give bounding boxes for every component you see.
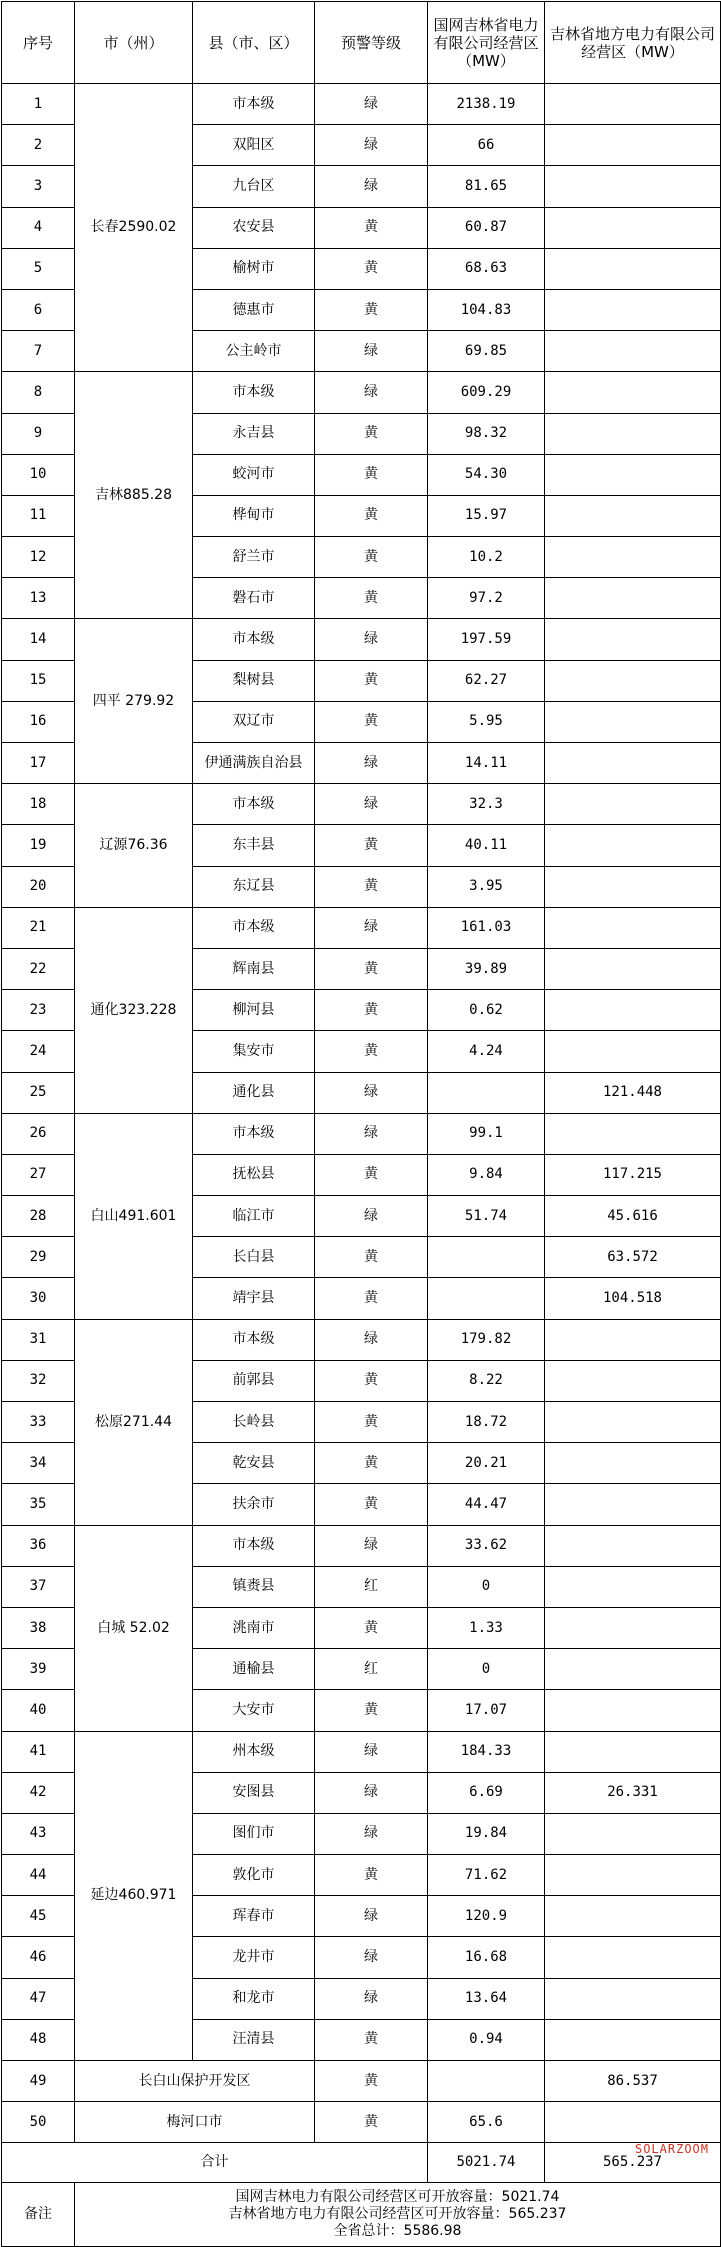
local-capacity: 117.215 — [545, 1154, 721, 1195]
warning-level: 黄 — [315, 866, 428, 907]
header-local: 吉林省地方电力有限公司经营区（MW） — [545, 2, 721, 84]
county-name: 市本级 — [193, 1319, 315, 1360]
warning-level: 红 — [315, 1649, 428, 1690]
county-name: 集安市 — [193, 1031, 315, 1072]
total-local: 565.237 — [545, 2143, 721, 2183]
county-name: 靖宇县 — [193, 1278, 315, 1319]
row-seq: 1 — [2, 84, 75, 125]
county-name: 临江市 — [193, 1196, 315, 1237]
row-seq: 12 — [2, 537, 75, 578]
row-seq: 41 — [2, 1731, 75, 1772]
grid-capacity: 4.24 — [428, 1031, 545, 1072]
remark-line: 吉林省地方电力有限公司经营区可开放容量：565.237 — [228, 2206, 567, 2223]
warning-level: 绿 — [315, 1319, 428, 1360]
grid-capacity: 62.27 — [428, 660, 545, 701]
county-name: 市本级 — [193, 1525, 315, 1566]
row-seq: 16 — [2, 701, 75, 742]
local-capacity — [545, 1978, 721, 2019]
table-row — [2, 84, 721, 125]
grid-capacity: 13.64 — [428, 1978, 545, 2019]
county-name: 舒兰市 — [193, 537, 315, 578]
county-name: 长白县 — [193, 1237, 315, 1278]
warning-level: 黄 — [315, 2019, 428, 2060]
grid-capacity: 16.68 — [428, 1937, 545, 1978]
grid-capacity — [428, 1278, 545, 1319]
county-name: 梨树县 — [193, 660, 315, 701]
row-seq: 22 — [2, 948, 75, 989]
county-name: 东辽县 — [193, 866, 315, 907]
grid-capacity: 5.95 — [428, 701, 545, 742]
grid-capacity: 97.2 — [428, 578, 545, 619]
local-capacity — [545, 166, 721, 207]
local-capacity: 86.537 — [545, 2061, 721, 2102]
grid-capacity: 71.62 — [428, 1855, 545, 1896]
row-seq: 48 — [2, 2019, 75, 2060]
warning-level: 黄 — [315, 207, 428, 248]
district-name: 长白山保护开发区 — [75, 2061, 315, 2102]
row-seq: 50 — [2, 2102, 75, 2143]
row-seq: 35 — [2, 1484, 75, 1525]
grid-capacity: 0.94 — [428, 2019, 545, 2060]
local-capacity: 63.572 — [545, 1237, 721, 1278]
row-seq: 8 — [2, 372, 75, 413]
warning-level: 绿 — [315, 331, 428, 372]
grid-capacity: 3.95 — [428, 866, 545, 907]
local-capacity: 104.518 — [545, 1278, 721, 1319]
local-capacity — [545, 1937, 721, 1978]
row-seq: 6 — [2, 289, 75, 330]
warning-level: 黄 — [315, 1402, 428, 1443]
warning-level: 黄 — [315, 1855, 428, 1896]
row-seq: 45 — [2, 1896, 75, 1937]
warning-level: 绿 — [315, 1731, 428, 1772]
row-seq: 20 — [2, 866, 75, 907]
city-name: 通化323.228 — [75, 907, 193, 1113]
local-capacity — [545, 825, 721, 866]
county-name: 大安市 — [193, 1690, 315, 1731]
warning-level: 黄 — [315, 454, 428, 495]
warning-level: 绿 — [315, 1772, 428, 1813]
warning-level: 黄 — [315, 248, 428, 289]
row-seq: 17 — [2, 743, 75, 784]
warning-level: 绿 — [315, 784, 428, 825]
remark-text — [75, 2183, 721, 2247]
county-name: 州本级 — [193, 1731, 315, 1772]
county-name: 榆树市 — [193, 248, 315, 289]
city-name: 松原271.44 — [75, 1319, 193, 1525]
row-seq: 29 — [2, 1237, 75, 1278]
row-seq: 27 — [2, 1154, 75, 1195]
local-capacity — [545, 1813, 721, 1854]
grid-capacity: 120.9 — [428, 1896, 545, 1937]
warning-level: 绿 — [315, 1072, 428, 1113]
warning-level: 黄 — [315, 1607, 428, 1648]
table-row — [2, 1731, 721, 1772]
row-seq: 21 — [2, 907, 75, 948]
county-name: 农安县 — [193, 207, 315, 248]
warning-level: 绿 — [315, 84, 428, 125]
local-capacity — [545, 948, 721, 989]
warning-level: 黄 — [315, 1690, 428, 1731]
table-body — [2, 84, 721, 2247]
local-capacity — [545, 1566, 721, 1607]
local-capacity: 121.448 — [545, 1072, 721, 1113]
grid-capacity — [428, 1237, 545, 1278]
warning-level: 绿 — [315, 1813, 428, 1854]
local-capacity — [545, 1360, 721, 1401]
grid-capacity: 6.69 — [428, 1772, 545, 1813]
warning-level: 黄 — [315, 495, 428, 536]
county-name: 东丰县 — [193, 825, 315, 866]
county-name: 永吉县 — [193, 413, 315, 454]
warning-level: 绿 — [315, 1113, 428, 1154]
grid-capacity: 609.29 — [428, 372, 545, 413]
county-name: 抚松县 — [193, 1154, 315, 1195]
county-name: 市本级 — [193, 784, 315, 825]
warning-level: 黄 — [315, 1237, 428, 1278]
local-capacity — [545, 907, 721, 948]
local-capacity — [545, 289, 721, 330]
row-seq: 37 — [2, 1566, 75, 1607]
row-seq: 31 — [2, 1319, 75, 1360]
local-capacity — [545, 1855, 721, 1896]
grid-capacity: 19.84 — [428, 1813, 545, 1854]
row-seq: 43 — [2, 1813, 75, 1854]
grid-capacity: 1.33 — [428, 1607, 545, 1648]
grid-capacity: 0 — [428, 1566, 545, 1607]
header-county: 县（市、区） — [193, 2, 315, 84]
remark-line: 国网吉林电力有限公司经营区可开放容量：5021.74 — [235, 2189, 560, 2206]
grid-capacity: 9.84 — [428, 1154, 545, 1195]
row-seq: 44 — [2, 1855, 75, 1896]
header-seq: 序号 — [2, 2, 75, 84]
row-seq: 40 — [2, 1690, 75, 1731]
local-capacity — [545, 784, 721, 825]
grid-capacity: 15.97 — [428, 495, 545, 536]
county-name: 市本级 — [193, 1113, 315, 1154]
row-seq: 5 — [2, 248, 75, 289]
table-row — [2, 1319, 721, 1360]
local-capacity — [545, 1649, 721, 1690]
county-name: 桦甸市 — [193, 495, 315, 536]
table-row — [2, 907, 721, 948]
county-name: 辉南县 — [193, 948, 315, 989]
warning-level: 黄 — [315, 990, 428, 1031]
grid-capacity: 20.21 — [428, 1443, 545, 1484]
grid-capacity: 81.65 — [428, 166, 545, 207]
county-name: 市本级 — [193, 372, 315, 413]
county-name: 镇赉县 — [193, 1566, 315, 1607]
county-name: 伊通满族自治县 — [193, 743, 315, 784]
local-capacity — [545, 1525, 721, 1566]
warning-level: 黄 — [315, 578, 428, 619]
local-capacity — [545, 1896, 721, 1937]
remark-row — [2, 2183, 721, 2247]
row-seq: 23 — [2, 990, 75, 1031]
total-row — [2, 2143, 721, 2183]
table-row — [2, 2102, 721, 2143]
row-seq: 28 — [2, 1196, 75, 1237]
warning-level: 黄 — [315, 1154, 428, 1195]
total-grid: 5021.74 — [428, 2143, 545, 2183]
grid-capacity: 44.47 — [428, 1484, 545, 1525]
county-name: 汪清县 — [193, 2019, 315, 2060]
row-seq: 24 — [2, 1031, 75, 1072]
county-name: 公主岭市 — [193, 331, 315, 372]
local-capacity — [545, 660, 721, 701]
warning-level: 黄 — [315, 660, 428, 701]
local-capacity — [545, 1031, 721, 1072]
warning-level: 黄 — [315, 537, 428, 578]
county-name: 通化县 — [193, 1072, 315, 1113]
row-seq: 25 — [2, 1072, 75, 1113]
local-capacity — [545, 1484, 721, 1525]
table-row — [2, 784, 721, 825]
row-seq: 9 — [2, 413, 75, 454]
row-seq: 19 — [2, 825, 75, 866]
county-name: 双辽市 — [193, 701, 315, 742]
grid-capacity: 104.83 — [428, 289, 545, 330]
row-seq: 30 — [2, 1278, 75, 1319]
capacity-table — [1, 1, 721, 2247]
row-seq: 36 — [2, 1525, 75, 1566]
county-name: 柳河县 — [193, 990, 315, 1031]
grid-capacity: 39.89 — [428, 948, 545, 989]
grid-capacity: 161.03 — [428, 907, 545, 948]
grid-capacity: 197.59 — [428, 619, 545, 660]
warning-level: 绿 — [315, 1978, 428, 2019]
county-name: 乾安县 — [193, 1443, 315, 1484]
city-name: 延边460.971 — [75, 1731, 193, 2061]
header-level: 预警等级 — [315, 2, 428, 84]
row-seq: 38 — [2, 1607, 75, 1648]
row-seq: 42 — [2, 1772, 75, 1813]
grid-capacity: 69.85 — [428, 331, 545, 372]
table-row — [2, 2061, 721, 2102]
grid-capacity: 17.07 — [428, 1690, 545, 1731]
local-capacity — [545, 743, 721, 784]
row-seq: 39 — [2, 1649, 75, 1690]
local-capacity — [545, 495, 721, 536]
grid-capacity: 99.1 — [428, 1113, 545, 1154]
county-name: 扶余市 — [193, 1484, 315, 1525]
local-capacity — [545, 1731, 721, 1772]
local-capacity — [545, 1402, 721, 1443]
local-capacity — [545, 1443, 721, 1484]
county-name: 前郭县 — [193, 1360, 315, 1401]
city-name: 吉林885.28 — [75, 372, 193, 619]
county-name: 和龙市 — [193, 1978, 315, 2019]
county-name: 长岭县 — [193, 1402, 315, 1443]
city-name: 长春2590.02 — [75, 84, 193, 372]
warning-level: 绿 — [315, 166, 428, 207]
warning-level: 黄 — [315, 948, 428, 989]
header-row — [2, 2, 721, 84]
warning-level: 黄 — [315, 1031, 428, 1072]
row-seq: 7 — [2, 331, 75, 372]
grid-capacity: 179.82 — [428, 1319, 545, 1360]
watermark: SOLARZOOM — [634, 2142, 709, 2156]
row-seq: 3 — [2, 166, 75, 207]
grid-capacity: 8.22 — [428, 1360, 545, 1401]
local-capacity — [545, 1319, 721, 1360]
warning-level: 绿 — [315, 743, 428, 784]
warning-level: 绿 — [315, 125, 428, 166]
row-seq: 15 — [2, 660, 75, 701]
warning-level: 绿 — [315, 1896, 428, 1937]
row-seq: 32 — [2, 1360, 75, 1401]
warning-level: 黄 — [315, 701, 428, 742]
warning-level: 绿 — [315, 1525, 428, 1566]
warning-level: 绿 — [315, 619, 428, 660]
table-row — [2, 1113, 721, 1154]
total-label: 合计 — [2, 2143, 428, 2183]
warning-level: 绿 — [315, 1937, 428, 1978]
city-name: 辽源76.36 — [75, 784, 193, 908]
row-seq: 34 — [2, 1443, 75, 1484]
grid-capacity: 0 — [428, 1649, 545, 1690]
local-capacity — [545, 84, 721, 125]
local-capacity — [545, 2102, 721, 2143]
grid-capacity: 51.74 — [428, 1196, 545, 1237]
warning-level: 绿 — [315, 907, 428, 948]
county-name: 敦化市 — [193, 1855, 315, 1896]
table-row — [2, 1525, 721, 1566]
remark-label: 备注 — [2, 2183, 75, 2247]
warning-level: 黄 — [315, 2102, 428, 2143]
header-city: 市（州） — [75, 2, 193, 84]
county-name: 市本级 — [193, 907, 315, 948]
county-name: 龙井市 — [193, 1937, 315, 1978]
row-seq: 49 — [2, 2061, 75, 2102]
row-seq: 10 — [2, 454, 75, 495]
county-name: 市本级 — [193, 84, 315, 125]
local-capacity — [545, 990, 721, 1031]
local-capacity — [545, 454, 721, 495]
warning-level: 黄 — [315, 1484, 428, 1525]
warning-level: 黄 — [315, 2061, 428, 2102]
local-capacity — [545, 1690, 721, 1731]
county-name: 通榆县 — [193, 1649, 315, 1690]
local-capacity — [545, 1113, 721, 1154]
grid-capacity: 54.30 — [428, 454, 545, 495]
local-capacity — [545, 866, 721, 907]
grid-capacity: 40.11 — [428, 825, 545, 866]
county-name: 双阳区 — [193, 125, 315, 166]
county-name: 洮南市 — [193, 1607, 315, 1648]
warning-level: 黄 — [315, 1443, 428, 1484]
grid-capacity — [428, 1072, 545, 1113]
grid-capacity — [428, 2061, 545, 2102]
row-seq: 33 — [2, 1402, 75, 1443]
row-seq: 13 — [2, 578, 75, 619]
local-capacity — [545, 1607, 721, 1648]
grid-capacity: 33.62 — [428, 1525, 545, 1566]
grid-capacity: 60.87 — [428, 207, 545, 248]
row-seq: 14 — [2, 619, 75, 660]
local-capacity — [545, 413, 721, 454]
county-name: 九台区 — [193, 166, 315, 207]
row-seq: 18 — [2, 784, 75, 825]
city-name: 四平 279.92 — [75, 619, 193, 784]
warning-level: 黄 — [315, 1360, 428, 1401]
local-capacity — [545, 578, 721, 619]
grid-capacity: 98.32 — [428, 413, 545, 454]
grid-capacity: 0.62 — [428, 990, 545, 1031]
county-name: 安图县 — [193, 1772, 315, 1813]
grid-capacity: 65.6 — [428, 2102, 545, 2143]
city-name: 白山491.601 — [75, 1113, 193, 1319]
row-seq: 26 — [2, 1113, 75, 1154]
remark-line: 全省总计：5586.98 — [333, 2223, 462, 2240]
grid-capacity: 68.63 — [428, 248, 545, 289]
county-name: 蛟河市 — [193, 454, 315, 495]
local-capacity — [545, 537, 721, 578]
local-capacity — [545, 2019, 721, 2060]
row-seq: 11 — [2, 495, 75, 536]
grid-capacity: 32.3 — [428, 784, 545, 825]
row-seq: 46 — [2, 1937, 75, 1978]
row-seq: 2 — [2, 125, 75, 166]
district-name: 梅河口市 — [75, 2102, 315, 2143]
warning-level: 黄 — [315, 413, 428, 454]
warning-level: 绿 — [315, 1196, 428, 1237]
local-capacity — [545, 619, 721, 660]
grid-capacity: 14.11 — [428, 743, 545, 784]
row-seq: 4 — [2, 207, 75, 248]
county-name: 图们市 — [193, 1813, 315, 1854]
county-name: 德惠市 — [193, 289, 315, 330]
county-name: 市本级 — [193, 619, 315, 660]
warning-level: 绿 — [315, 372, 428, 413]
table-row — [2, 619, 721, 660]
grid-capacity: 184.33 — [428, 1731, 545, 1772]
warning-level: 黄 — [315, 289, 428, 330]
city-name: 白城 52.02 — [75, 1525, 193, 1731]
local-capacity: 45.616 — [545, 1196, 721, 1237]
local-capacity: 26.331 — [545, 1772, 721, 1813]
county-name: 磐石市 — [193, 578, 315, 619]
local-capacity — [545, 331, 721, 372]
table-row — [2, 372, 721, 413]
grid-capacity: 10.2 — [428, 537, 545, 578]
local-capacity — [545, 248, 721, 289]
header-grid: 国网吉林省电力有限公司经营区（MW） — [428, 2, 545, 84]
local-capacity — [545, 701, 721, 742]
grid-capacity: 66 — [428, 125, 545, 166]
warning-level: 黄 — [315, 825, 428, 866]
local-capacity — [545, 207, 721, 248]
local-capacity — [545, 125, 721, 166]
grid-capacity: 18.72 — [428, 1402, 545, 1443]
grid-capacity: 2138.19 — [428, 84, 545, 125]
county-name: 珲春市 — [193, 1896, 315, 1937]
row-seq: 47 — [2, 1978, 75, 2019]
warning-level: 黄 — [315, 1278, 428, 1319]
local-capacity — [545, 372, 721, 413]
warning-level: 红 — [315, 1566, 428, 1607]
